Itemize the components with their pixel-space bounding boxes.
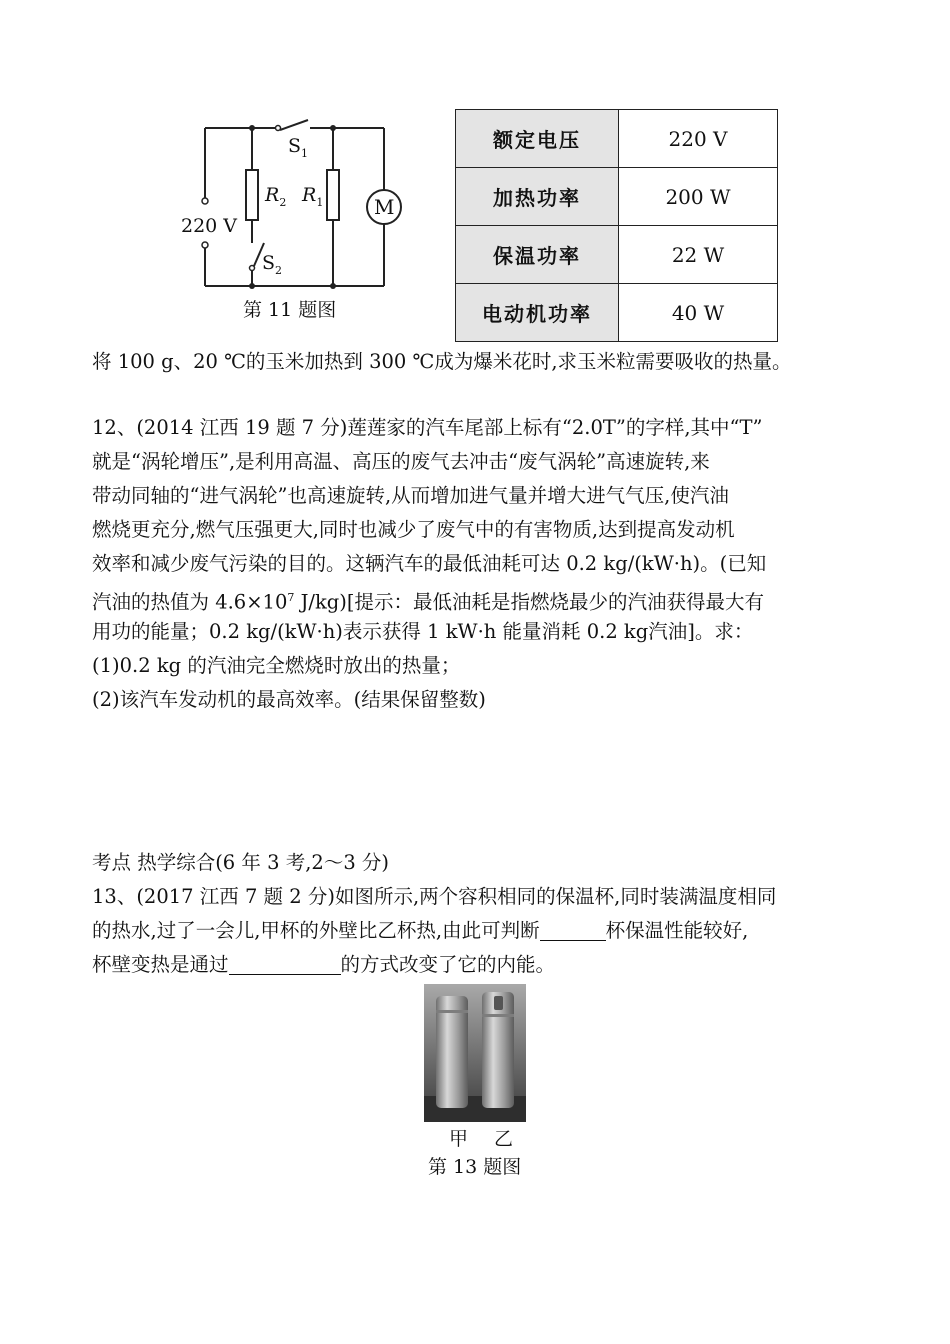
spec-label: 额定电压 bbox=[456, 110, 619, 168]
table-row bbox=[456, 110, 778, 168]
q12-line: 带动同轴的“进气涡轮”也高速旋转,从而增加进气量并增大进气气压,使汽油 bbox=[92, 484, 729, 507]
r2-label: $R_2$ bbox=[265, 184, 287, 209]
q12-subquestion-1: (1)0.2 kg 的汽油完全燃烧时放出的热量； bbox=[92, 654, 461, 677]
answer-blank[interactable] bbox=[229, 952, 341, 975]
q13-line3-b: 的方式改变了它的内能。 bbox=[340, 953, 556, 976]
r1-label: $R_1$ bbox=[302, 184, 324, 209]
q13-line: 13、(2017 江西 7 题 2 分)如图所示,两个容积相同的保温杯,同时装满温度相同 bbox=[92, 885, 777, 908]
q13-line2-b: 杯保温性能较好, bbox=[605, 919, 749, 942]
spec-value: 40 W bbox=[619, 284, 778, 342]
motor-label: M bbox=[374, 195, 395, 219]
table-row bbox=[456, 284, 778, 342]
q13-line2-a: 的热水,过了一会儿,甲杯的外壁比乙杯热,由此可判断 bbox=[92, 919, 540, 942]
q12-line6-b: J/kg)[提示：最低油耗是指燃烧最少的汽油获得最大有 bbox=[294, 590, 764, 614]
spec-value: 200 W bbox=[619, 168, 778, 226]
spec-value: 22 W bbox=[619, 226, 778, 284]
q12-line: 效率和减少废气污染的目的。这辆汽车的最低油耗可达 0.2 kg/(kW·h)。(已知 bbox=[92, 552, 767, 575]
q13-line3-a: 杯壁变热是通过 bbox=[92, 953, 229, 976]
q12-line: 燃烧更充分,燃气压强更大,同时也减少了废气中的有害物质,达到提高发动机 bbox=[92, 518, 735, 541]
q13-line bbox=[92, 948, 555, 982]
circuit-diagram bbox=[170, 108, 420, 298]
spec-label: 加热功率 bbox=[456, 168, 619, 226]
q12-line6-a: 汽油的热值为 4.6×10 bbox=[92, 590, 288, 614]
switch1-label: $S_1$ bbox=[288, 135, 309, 160]
table-row bbox=[456, 168, 778, 226]
q11-text: 将 100 g、20 ℃的玉米加热到 300 ℃成为爆米花时,求玉米粒需要吸收的热量。 bbox=[92, 350, 792, 373]
spec-value: 220 V bbox=[619, 110, 778, 168]
section-heading: 考点 热学综合(6 年 3 考,2～3 分) bbox=[92, 851, 390, 874]
q12-line: 12、(2014 江西 19 题 7 分)莲莲家的汽车尾部上标有“2.0T”的字样,其中“T” bbox=[92, 416, 763, 439]
q12-subquestion-2: (2)该汽车发动机的最高效率。(结果保留整数) bbox=[92, 688, 486, 711]
spec-label: 保温功率 bbox=[456, 226, 619, 284]
q12-line bbox=[92, 581, 764, 620]
q12-line: 就是“涡轮增压”,是利用高温、高压的废气去冲击“废气涡轮”高速旋转,来 bbox=[92, 450, 710, 473]
figure13-caption: 第 13 题图 bbox=[428, 1156, 522, 1178]
spec-table bbox=[455, 109, 778, 342]
figure11-caption: 第 11 题图 bbox=[243, 299, 337, 321]
thermos-label-left: 甲 bbox=[449, 1128, 469, 1150]
q13-line bbox=[92, 914, 748, 948]
thermos-label-right: 乙 bbox=[494, 1128, 514, 1150]
answer-blank[interactable] bbox=[540, 918, 606, 941]
switch2-label: $S_2$ bbox=[262, 252, 283, 277]
spec-label: 电动机功率 bbox=[456, 284, 619, 342]
voltage-label: 220 V bbox=[181, 215, 238, 237]
table-row bbox=[456, 226, 778, 284]
q12-exponent: 7 bbox=[287, 591, 295, 604]
q12-line: 用功的能量；0.2 kg/(kW·h)表示获得 1 kW·h 能量消耗 0.2 kg汽油]。求： bbox=[92, 620, 754, 643]
thermos-photo bbox=[424, 984, 526, 1122]
